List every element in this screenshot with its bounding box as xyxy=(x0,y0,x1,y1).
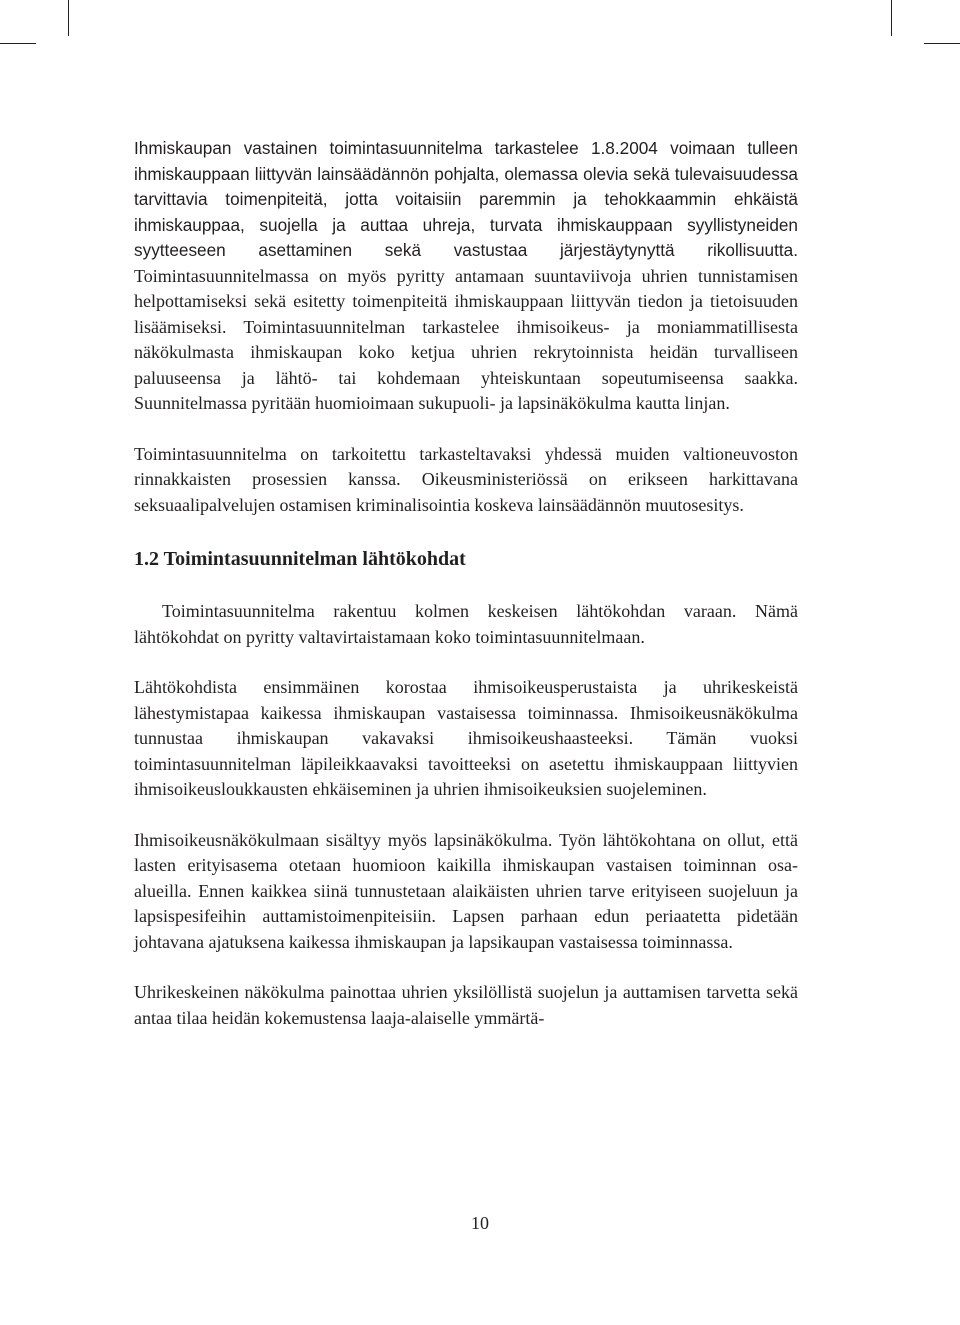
paragraph-1 xyxy=(134,136,798,417)
paragraph-2: Toimintasuunnitelma on tarkoitettu tarkasteltavaksi yhdessä muiden valtioneuvoston rinnakkaisten prosessien kanssa. Oikeusministeriössä on erikseen harkittavana seksuaalipalvelujen ostamisen kriminalisointia koskeva lainsäädännön muutosesitys. xyxy=(134,443,798,515)
paragraph-3: Toimintasuunnitelma rakentuu kolmen keskeisen lähtökohdan varaan. Nämä lähtökohdat on pyritty valtavirtaistamaan koko toimintasuunnitelmaan. xyxy=(134,601,798,647)
crop-mark-top-right-vertical xyxy=(891,0,892,36)
crop-mark-top-left-vertical xyxy=(68,0,69,36)
section-heading: 1.2 Toimintasuunnitelman lähtökohdat xyxy=(134,548,466,570)
paragraph-1-serif-text: Toimintasuunnitelmassa on myös pyritty antamaan suuntaviivoja uhrien tunnistamisen helpottamiseksi sekä esitetty toimenpiteitä ihmiskauppaan liittyvän tiedon ja tietoisuuden lisäämiseksi. Toimintasuunnitelman tarkastelee ihmisoikeus- ja moniammatillisesta näkökulmasta ihmiskaupan koko ketjua uhrien rekrytoinnista heidän turvalliseen paluuseensa ja lähtö- tai kohdemaan yhteiskuntaan sopeutumiseensa saakka. Suunnitelmassa pyritään huomioimaan sukupuoli- ja lapsinäkökulma kautta linjan. xyxy=(134,265,798,413)
page-number: 10 xyxy=(471,1213,489,1233)
paragraph-6: Uhrikeskeinen näkökulma painottaa uhrien yksilöllistä suojelun ja auttamisen tarvetta sekä antaa tilaa heidän kokemustensa laaja-alaiselle ymmärtä- xyxy=(134,982,798,1028)
paragraph-5: Ihmisoikeusnäkökulmaan sisältyy myös lapsinäkökulma. Työn lähtökohtana on ollut, että lasten erityisasema otetaan huomioon kaikilla ihmiskaupan vastaisen toiminnan osa-alueilla. Ennen kaikkea siinä tunnustetaan alaikäisten uhrien tarve erityiseen suojeluun ja lapsispesifeihin auttamistoimenpiteisiin. Lapsen parhaan edun periaatetta pidetään johtavana ajatuksena kaikessa ihmiskaupan ja lapsikaupan vastaisessa toiminnassa. xyxy=(134,829,798,952)
crop-mark-top-right-horizontal xyxy=(924,43,960,44)
crop-mark-top-left-horizontal xyxy=(0,43,36,44)
paragraph-4: Lähtökohdista ensimmäinen korostaa ihmisoikeusperustaista ja uhrikeskeistä lähestymistapaa kaikessa ihmiskaupan vastaisessa toiminnassa. Ihmisoikeusnäkökulma tunnustaa ihmiskaupan vakavaksi ihmisoikeushaasteeksi. Tämän vuoksi toimintasuunnitelman läpileikkaavaksi tavoitteeksi on asetettu ihmiskauppaan liittyvien ihmisoikeusloukkausten ehkäiseminen ja uhrien ihmisoikeuksien suojeleminen. xyxy=(134,677,798,799)
paragraph-1-sans-text: Ihmiskaupan vastainen toimintasuunnitelma tarkastelee 1.8.2004 voimaan tulleen ihmiskauppaan liittyvän lainsäädännön pohjalta, olemassa olevia sekä tulevaisuudessa tarvittavia toimenpiteitä, jotta voitaisiin paremmin ja tehokkaammin ehkäistä ihmiskauppaa, suojella ja auttaa uhreja, turvata ihmiskauppaan syyllistyneiden syytteeseen asettaminen sekä vastustaa järjestäytynyttä rikollisuutta. xyxy=(134,138,798,260)
page-body xyxy=(134,136,798,1031)
